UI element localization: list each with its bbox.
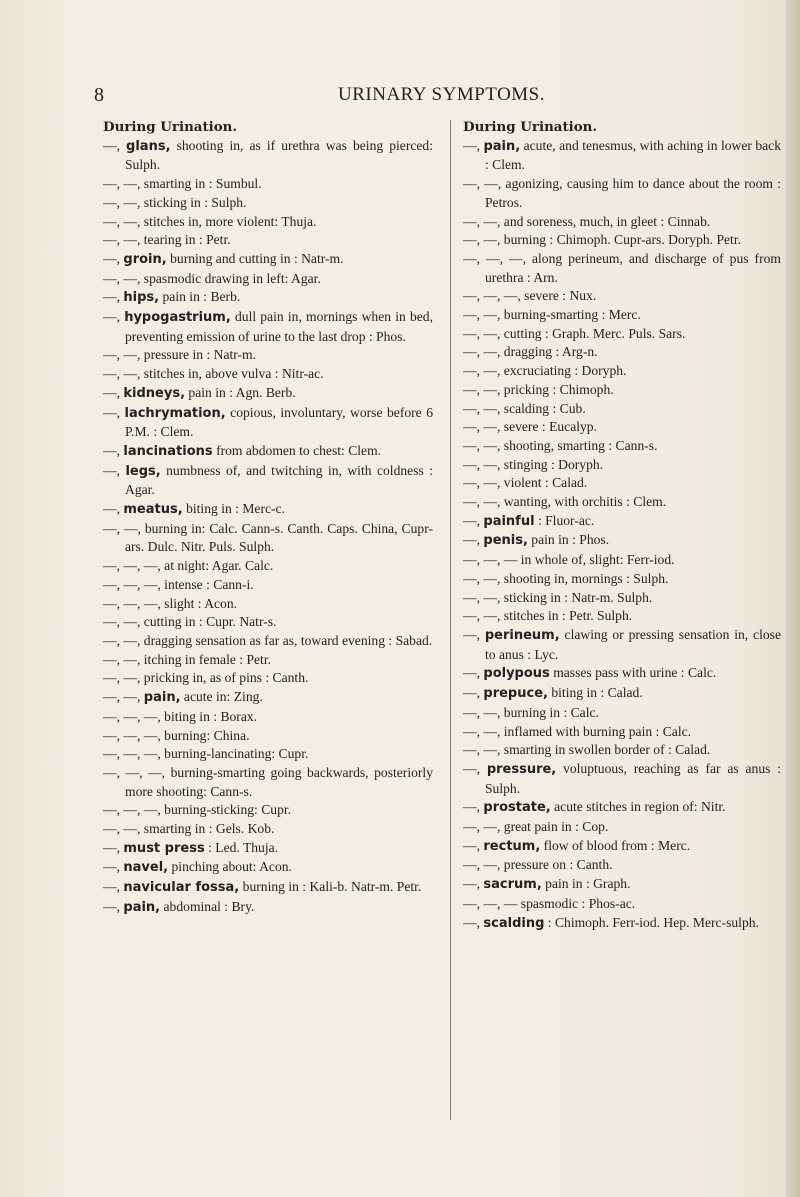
entry-text: biting in : Merc-c.: [182, 501, 285, 517]
entry-keyword: rectum,: [483, 838, 541, 854]
entry-keyword: painful: [483, 513, 535, 529]
symptom-entry: [463, 818, 781, 837]
entry-keyword: pressure,: [486, 761, 557, 777]
symptom-entry: [463, 626, 781, 664]
entry-keyword: penis,: [483, 533, 528, 549]
entry-prefix: —,: [103, 879, 124, 895]
entry-prefix: —,: [463, 512, 484, 528]
entry-keyword: polypous: [483, 666, 550, 682]
entry-prefix: —, —, —, burning: China.: [103, 727, 250, 743]
symptom-entry: [463, 875, 781, 895]
symptom-entry: [103, 213, 433, 232]
entry-text: numbness of, and twitching in, with coldness : Agar.: [125, 462, 433, 498]
entry-text: burning and cutting in : Natr-m.: [166, 250, 344, 266]
entry-prefix: —, —, stinging : Doryph.: [463, 456, 604, 472]
entry-text: dull pain in, mornings when in bed, preventing emission of urine to the last drop : Phos.: [125, 309, 434, 344]
entry-prefix: —, —, —, severe : Nux.: [463, 288, 597, 304]
symptom-entry: [463, 512, 781, 532]
entry-keyword: hips,: [123, 290, 160, 306]
entry-prefix: —, —, —, biting in : Borax.: [103, 708, 258, 724]
entry-prefix: —,: [103, 859, 124, 875]
symptom-entry: [463, 914, 781, 934]
symptom-entry: [463, 343, 781, 362]
entry-prefix: —,: [463, 799, 484, 815]
symptom-entry: [463, 895, 781, 914]
symptom-entry: [463, 381, 781, 400]
entry-prefix: —, —, itching in female : Petr.: [103, 651, 272, 667]
entry-keyword: prepuce,: [483, 686, 548, 702]
entry-prefix: —, —, shooting in, mornings : Sulph.: [463, 570, 669, 586]
entry-keyword: must press: [123, 840, 205, 856]
entry-text: : Led. Thuja.: [204, 839, 279, 855]
entry-prefix: —, —, dragging sensation as far as, toward evening : Sabad.: [103, 632, 433, 648]
symptom-entry: [103, 462, 433, 500]
entry-prefix: —, —,: [103, 689, 144, 705]
entry-prefix: —, —, tearing in : Petr.: [103, 232, 231, 248]
entry-prefix: —, —, violent : Calad.: [463, 475, 588, 491]
entry-keyword: groin,: [123, 251, 167, 267]
symptom-entry: [103, 613, 433, 632]
entry-keyword: navicular fossa,: [123, 880, 240, 896]
symptom-entry: [463, 287, 781, 306]
entry-prefix: —,: [463, 685, 484, 701]
symptom-entry: [463, 570, 781, 589]
symptom-entry: [463, 551, 781, 570]
symptom-entry: [103, 137, 433, 175]
entry-text: pain in : Phos.: [527, 532, 610, 548]
entry-keyword: hypogastrium,: [124, 310, 231, 326]
symptom-entry: [463, 837, 781, 857]
entry-prefix: —, —, cutting in : Cupr. Natr-s.: [103, 614, 277, 630]
symptom-entry: [103, 576, 433, 595]
symptom-entry: [103, 270, 433, 289]
page-number: 8: [94, 84, 104, 106]
right-column: [463, 118, 781, 933]
symptom-entry: [103, 632, 433, 651]
entry-prefix: —, —, — spasmodic : Phos-ac.: [463, 895, 636, 911]
symptom-entry: [103, 520, 433, 557]
entry-prefix: —, —, sticking in : Sulph.: [103, 194, 247, 210]
symptom-entry: [103, 688, 433, 708]
entry-prefix: —, —, great pain in : Cop.: [463, 819, 609, 835]
entry-text: acute in: Zing.: [180, 689, 263, 705]
symptom-entry: [103, 365, 433, 384]
entry-keyword: perineum,: [484, 627, 560, 643]
symptom-entry: [463, 437, 781, 456]
entry-prefix: —,: [103, 289, 124, 305]
entry-prefix: —,: [103, 309, 125, 325]
symptom-entry: [463, 400, 781, 419]
entry-prefix: —, —, pressure on : Canth.: [463, 857, 613, 873]
entry-prefix: —, —, scalding : Cub.: [463, 400, 586, 416]
symptom-entry: [103, 175, 433, 194]
symptom-entry: [103, 839, 433, 859]
entry-prefix: —, —, —, intense : Cann-i.: [103, 576, 254, 592]
entry-prefix: —, —, burning in : Calc.: [463, 704, 599, 720]
symptom-entry: [463, 325, 781, 344]
symptom-entry: [463, 250, 781, 287]
entry-prefix: —, —, shooting, smarting : Cann-s.: [463, 437, 658, 453]
entry-prefix: —,: [463, 914, 484, 930]
symptom-entry: [103, 384, 433, 404]
symptom-entry: [103, 820, 433, 839]
symptom-entry: [103, 651, 433, 670]
entry-prefix: —, —, stitches in, above vulva : Nitr-ac.: [103, 366, 324, 382]
entry-text: pinching about: Acon.: [168, 859, 292, 875]
entry-text: from abdomen to chest: Clem.: [212, 442, 382, 458]
entry-text: burning in : Kali-b. Natr-m. Petr.: [239, 879, 422, 895]
symptom-entry: [463, 175, 781, 212]
entry-text: pain in : Agn. Berb.: [185, 384, 296, 400]
entry-prefix: —, —, burning-smarting : Merc.: [463, 307, 641, 323]
running-title: URINARY SYMPTOMS.: [338, 84, 545, 105]
symptom-entry: [463, 137, 781, 175]
entry-prefix: —,: [103, 501, 124, 517]
entry-prefix: —, —, dragging : Arg-n.: [463, 344, 598, 360]
entry-prefix: —, —, cutting : Graph. Merc. Puls. Sars.: [463, 325, 686, 341]
entry-text: abdominal : Bry.: [160, 898, 255, 914]
symptom-entry: [463, 213, 781, 232]
section-heading: During Urination.: [463, 119, 598, 135]
entry-prefix: —, —, —, along perineum, and discharge of pus from urethra : Arn.: [463, 250, 781, 285]
symptom-entry: [103, 500, 433, 520]
symptom-entry: [463, 362, 781, 381]
entry-prefix: —, —, inflamed with burning pain : Calc.: [463, 723, 692, 739]
symptom-entry: [103, 404, 433, 442]
entry-prefix: —, —, spasmodic drawing in left: Agar.: [103, 270, 321, 286]
page-header: [94, 84, 714, 108]
entry-text: shooting in, as if urethra was being pierced: Sulph.: [125, 137, 433, 173]
entry-prefix: —, —, burning in: Calc. Cann-s. Canth. Caps. China, Cupr-ars. Dulc. Nitr. Puls. Sulph.: [103, 520, 433, 555]
entry-text: clawing or pressing sensation in, close to anus : Lyc.: [485, 626, 781, 662]
symptom-entry: [463, 856, 781, 875]
entry-prefix: —,: [463, 532, 484, 548]
entry-prefix: —,: [103, 384, 124, 400]
entry-keyword: pain,: [483, 138, 521, 154]
symptom-entry: [103, 557, 433, 576]
entry-text: biting in : Calad.: [547, 685, 643, 701]
symptom-entry: [103, 346, 433, 365]
symptom-entry: [463, 664, 781, 684]
entry-prefix: —, —, —, at night: Agar. Calc.: [103, 558, 274, 574]
entry-text: acute, and tenesmus, with aching in lower back : Clem.: [485, 137, 781, 173]
entry-text: acute stitches in region of: Nitr.: [550, 799, 726, 815]
entry-prefix: —, —, burning : Chimoph. Cupr-ars. Doryph. Petr.: [463, 232, 742, 248]
symptom-entry: [103, 727, 433, 746]
entry-prefix: —, —, smarting in : Gels. Kob.: [103, 821, 275, 837]
symptom-entry: [463, 684, 781, 704]
symptom-entry: [103, 288, 433, 308]
symptom-entry: [103, 308, 433, 346]
entry-prefix: —,: [463, 137, 484, 153]
symptom-entry: [103, 745, 433, 764]
entry-prefix: —,: [103, 839, 124, 855]
entry-text: pain in : Berb.: [159, 289, 241, 305]
symptom-entry: [463, 456, 781, 475]
section-heading: During Urination.: [103, 119, 238, 135]
symptom-entry: [463, 760, 781, 798]
entry-prefix: —, —, stitches in, more violent: Thuja.: [103, 213, 317, 229]
symptom-entry: [463, 306, 781, 325]
entry-keyword: lachrymation,: [124, 405, 226, 421]
entry-prefix: —,: [103, 137, 127, 153]
symptom-entry: [463, 723, 781, 742]
symptom-entry: [463, 474, 781, 493]
entry-keyword: pain,: [143, 690, 181, 706]
entry-prefix: —, —, pricking in, as of pins : Canth.: [103, 670, 309, 686]
entry-text: : Chimoph. Ferr-iod. Hep. Merc-sulph.: [544, 914, 759, 930]
entry-prefix: —, —, —, burning-lancinating: Cupr.: [103, 746, 309, 762]
symptom-entry: [103, 442, 433, 462]
entry-keyword: scalding: [483, 915, 545, 931]
entry-keyword: glans,: [126, 138, 171, 154]
entry-keyword: navel,: [123, 860, 169, 876]
entry-prefix: —, —, excruciating : Doryph.: [463, 363, 627, 379]
symptom-entry: [103, 801, 433, 820]
entry-keyword: meatus,: [123, 502, 183, 518]
entry-keyword: prostate,: [483, 800, 551, 816]
entry-prefix: —, —, —, burning-smarting going backwards, posteriorly more shooting: Cann-s.: [103, 764, 433, 799]
entry-prefix: —,: [103, 462, 126, 478]
entry-prefix: —,: [103, 898, 124, 914]
entry-prefix: —, —, —, burning-sticking: Cupr.: [103, 802, 292, 818]
entry-text: : Fluor-ac.: [534, 512, 595, 528]
symptom-entry: [463, 798, 781, 818]
entry-prefix: —, —, pricking : Chimoph.: [463, 381, 614, 397]
symptom-entry: [103, 898, 433, 918]
symptom-entry: [463, 704, 781, 723]
entry-text: pain in : Graph.: [541, 876, 631, 892]
symptom-entry: [463, 231, 781, 250]
entry-prefix: —,: [103, 250, 124, 266]
symptom-entry: [103, 878, 433, 898]
entry-prefix: —,: [463, 876, 484, 892]
entry-prefix: —,: [103, 404, 125, 420]
symptom-entry: [103, 764, 433, 801]
entry-keyword: kidneys,: [123, 385, 186, 401]
entry-prefix: —, —, — in whole of, slight: Ferr-iod.: [463, 552, 675, 568]
entry-prefix: —, —, smarting in : Sumbul.: [103, 176, 262, 192]
entry-prefix: —,: [463, 760, 487, 776]
entry-keyword: pain,: [123, 899, 161, 915]
entry-text: flow of blood from : Merc.: [540, 837, 691, 853]
entry-keyword: sacrum,: [483, 877, 542, 893]
entry-prefix: —, —, pressure in : Natr-m.: [103, 347, 257, 363]
entry-text: voluptuous, reaching as far as anus : Sulph.: [485, 760, 781, 796]
column-divider: [450, 120, 451, 1120]
entry-prefix: —, —, sticking in : Natr-m. Sulph.: [463, 589, 653, 605]
entry-prefix: —, —, wanting, with orchitis : Clem.: [463, 494, 667, 510]
symptom-entry: [103, 708, 433, 727]
entry-keyword: lancinations: [123, 443, 213, 459]
symptom-entry: [103, 231, 433, 250]
entry-text: masses pass with urine : Calc.: [549, 665, 717, 681]
symptom-entry: [463, 418, 781, 437]
entry-prefix: —, —, —, slight : Acon.: [103, 595, 238, 611]
left-column: [103, 118, 433, 918]
entry-prefix: —,: [463, 626, 485, 642]
entry-prefix: —,: [103, 442, 124, 458]
symptom-entry: [463, 589, 781, 608]
symptom-entry: [103, 595, 433, 614]
symptom-entry: [463, 607, 781, 626]
entry-prefix: —, —, agonizing, causing him to dance about the room : Petros.: [463, 176, 781, 210]
entry-prefix: —, —, stitches in : Petr. Sulph.: [463, 608, 633, 624]
entry-keyword: legs,: [125, 463, 161, 479]
symptom-entry: [463, 493, 781, 512]
symptom-entry: [103, 194, 433, 213]
entry-text: copious, involuntary, worse before 6 P.M. : Clem.: [125, 404, 433, 440]
entry-prefix: —, —, smarting in swollen border of : Calad.: [463, 742, 711, 758]
entry-prefix: —,: [463, 837, 484, 853]
entry-prefix: —, —, and soreness, much, in gleet : Cinnab.: [463, 213, 711, 229]
symptom-entry: [103, 858, 433, 878]
entry-prefix: —,: [463, 665, 484, 681]
page-edge: [786, 0, 800, 1197]
symptom-entry: [103, 669, 433, 688]
symptom-entry: [463, 741, 781, 760]
symptom-entry: [103, 250, 433, 270]
entry-prefix: —, —, severe : Eucalyp.: [463, 419, 598, 435]
symptom-entry: [463, 531, 781, 551]
